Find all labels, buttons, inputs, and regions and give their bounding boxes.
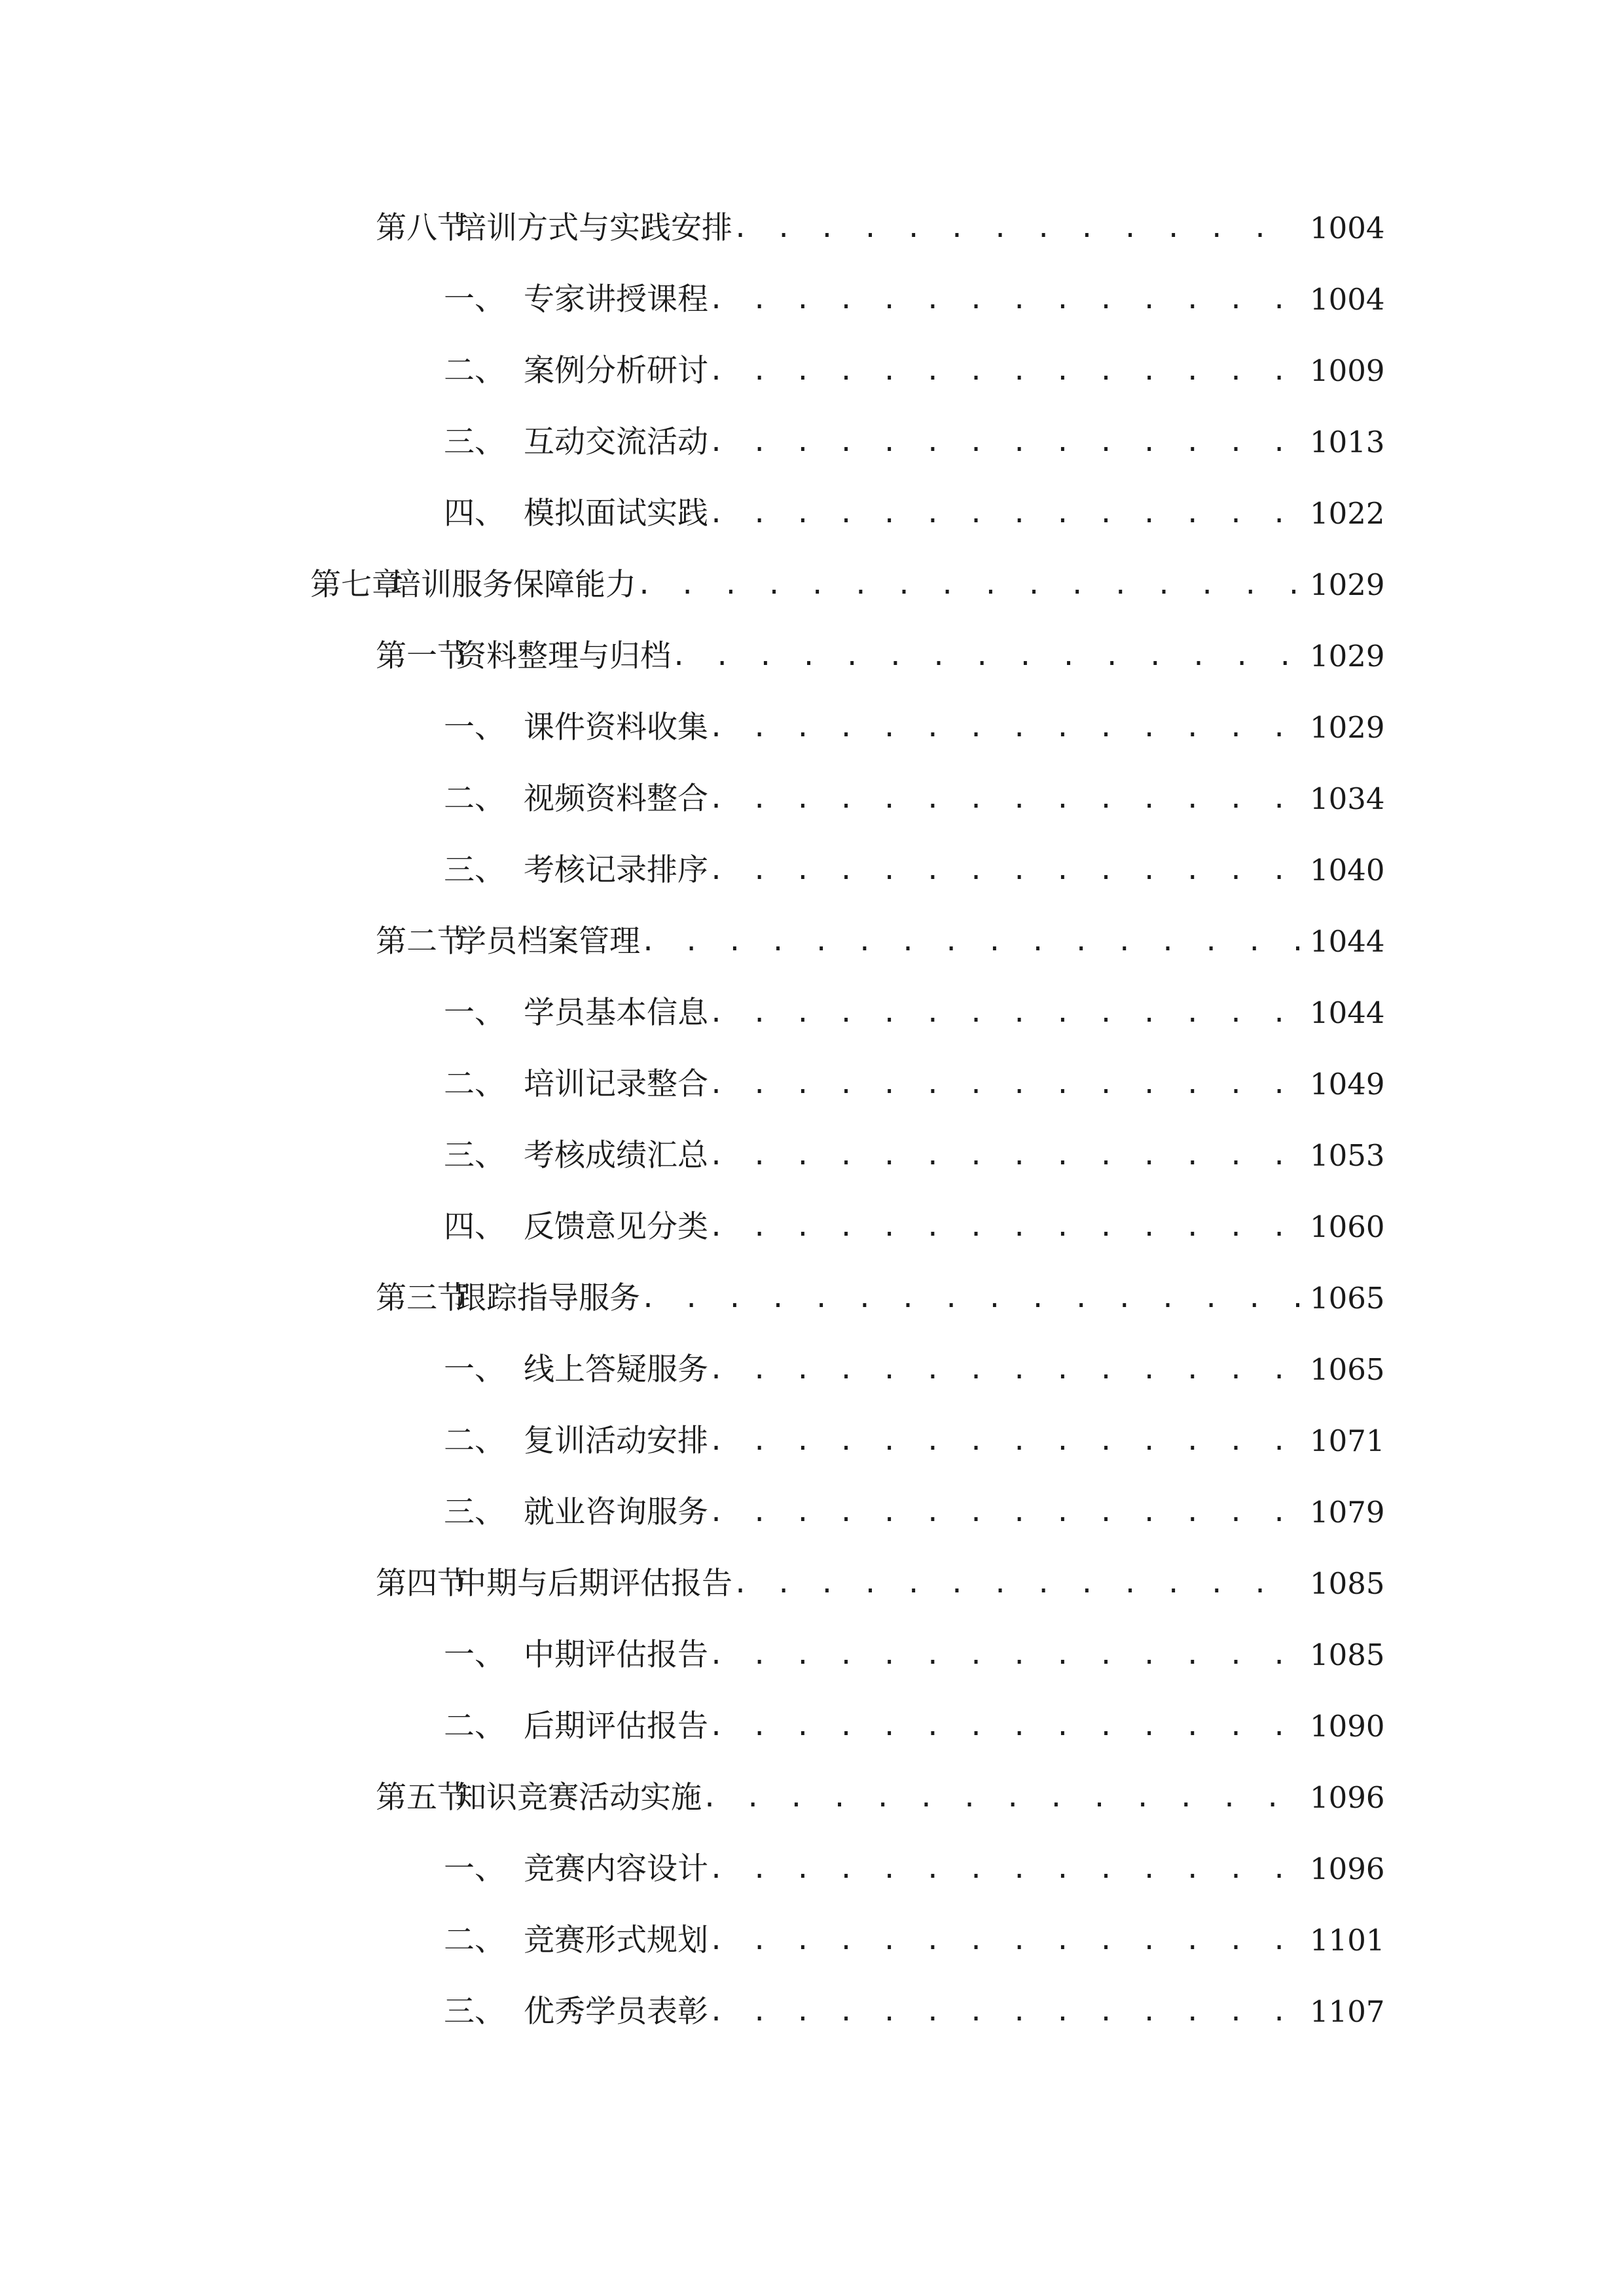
toc-page-number: 1013 (1310, 425, 1385, 459)
toc-dot-leader (640, 919, 1301, 965)
toc-entry-title: 考核记录排序 (524, 852, 708, 888)
toc-dot-leader (708, 277, 1301, 323)
toc-entry-prefix: 三、 (444, 1494, 505, 1530)
toc-entry-prefix: 第四节 (376, 1566, 468, 1602)
toc-entry-title: 优秀学员表彰 (524, 1994, 708, 2030)
toc-entry-title: 模拟面试实践 (524, 495, 708, 531)
toc-entry[interactable] (444, 1133, 1385, 1179)
toc-page-number: 1079 (1310, 1495, 1385, 1530)
toc-entry-prefix: 第五节 (376, 1780, 468, 1816)
toc-dot-leader (708, 1989, 1301, 2035)
toc-entry-title: 线上答疑服务 (524, 1352, 708, 1388)
toc-entry-title: 复训活动安排 (524, 1423, 708, 1459)
toc-dot-leader (671, 634, 1301, 679)
toc-entry-prefix: 二、 (444, 781, 505, 817)
toc-dot-leader (708, 1846, 1301, 1892)
toc-entry-title: 培训记录整合 (524, 1066, 708, 1102)
toc-entry[interactable] (444, 1490, 1385, 1535)
toc-dot-leader (708, 776, 1301, 822)
toc-dot-leader (708, 705, 1301, 751)
toc-entry[interactable] (376, 206, 1385, 251)
toc-entry[interactable] (444, 1704, 1385, 1749)
toc-entry-title: 培训服务保障能力 (390, 567, 636, 603)
toc-entry-title: 培训方式与实践安排 (456, 210, 732, 246)
toc-page-number: 1085 (1310, 1638, 1385, 1672)
toc-entry[interactable] (444, 776, 1385, 822)
toc-dot-leader (708, 1204, 1301, 1250)
toc-entry-title: 案例分析研讨 (524, 353, 708, 389)
toc-entry-prefix: 第七章 (310, 567, 403, 603)
toc-entry-title: 中期与后期评估报告 (456, 1566, 732, 1602)
toc-dot-leader (708, 420, 1301, 465)
toc-entry[interactable] (376, 1775, 1385, 1821)
toc-entry-prefix: 第八节 (376, 210, 468, 246)
toc-entry-prefix: 一、 (444, 995, 505, 1031)
toc-page-number: 1065 (1310, 1281, 1385, 1316)
toc-entry[interactable] (444, 1918, 1385, 1964)
toc-entry-title: 考核成绩汇总 (524, 1138, 708, 1174)
toc-page-number: 1029 (1310, 710, 1385, 745)
toc-dot-leader (708, 1632, 1301, 1678)
toc-entry-title: 课件资料收集 (524, 709, 708, 745)
toc-entry-title: 后期评估报告 (524, 1708, 708, 1744)
toc-page-number: 1044 (1310, 924, 1385, 959)
toc-entry-title: 竞赛内容设计 (524, 1851, 708, 1887)
toc-entry-title: 专家讲授课程 (524, 281, 708, 317)
toc-entry-title: 视频资料整合 (524, 781, 708, 817)
toc-entry-title: 学员档案管理 (456, 924, 640, 960)
toc-entry-chapter[interactable] (310, 562, 1385, 608)
toc-page-number: 1101 (1310, 1923, 1385, 1958)
toc-dot-leader (708, 1918, 1301, 1964)
toc-entry[interactable] (376, 1561, 1385, 1607)
toc-page-number: 1053 (1310, 1138, 1385, 1173)
toc-entry[interactable] (444, 491, 1385, 537)
toc-dot-leader (708, 848, 1301, 893)
toc-entry-title: 反馈意见分类 (524, 1209, 708, 1245)
toc-dot-leader (732, 1561, 1301, 1607)
toc-page-number: 1044 (1310, 996, 1385, 1030)
toc-entry-title: 中期评估报告 (524, 1637, 708, 1673)
toc-entry-prefix: 二、 (444, 1066, 505, 1102)
toc-entry[interactable] (444, 990, 1385, 1036)
toc-entry-prefix: 第二节 (376, 924, 468, 960)
toc-entry-prefix: 四、 (444, 1209, 505, 1245)
toc-entry-prefix: 一、 (444, 1637, 505, 1673)
toc-dot-leader (636, 562, 1301, 608)
toc-page-number: 1029 (1310, 567, 1385, 602)
toc-dot-leader (708, 348, 1301, 394)
toc-page-number: 1096 (1310, 1852, 1385, 1886)
toc-entry[interactable] (376, 634, 1385, 679)
toc-entry-prefix: 三、 (444, 424, 505, 460)
toc-page-number: 1085 (1310, 1566, 1385, 1601)
toc-entry-title: 互动交流活动 (524, 424, 708, 460)
toc-entry-prefix: 一、 (444, 1352, 505, 1388)
toc-entry[interactable] (444, 1204, 1385, 1250)
toc-entry-prefix: 二、 (444, 353, 505, 389)
toc-entry-title: 资料整理与归档 (456, 638, 671, 674)
toc-entry[interactable] (376, 919, 1385, 965)
toc-dot-leader (708, 1062, 1301, 1107)
toc-entry[interactable] (444, 420, 1385, 465)
toc-entry-prefix: 三、 (444, 1138, 505, 1174)
toc-entry-prefix: 二、 (444, 1708, 505, 1744)
toc-entry-prefix: 一、 (444, 281, 505, 317)
toc-entry[interactable] (444, 1846, 1385, 1892)
toc-page-number: 1034 (1310, 781, 1385, 816)
toc-entry[interactable] (444, 348, 1385, 394)
toc-entry[interactable] (444, 1418, 1385, 1464)
toc-entry-title: 就业咨询服务 (524, 1494, 708, 1530)
toc-entry[interactable] (444, 705, 1385, 751)
toc-dot-leader (708, 1490, 1301, 1535)
toc-dot-leader (708, 491, 1301, 537)
toc-entry-title: 跟踪指导服务 (456, 1280, 640, 1316)
toc-entry-title: 竞赛形式规划 (524, 1922, 708, 1958)
toc-page-number: 1004 (1310, 211, 1385, 245)
toc-page-number: 1060 (1310, 1210, 1385, 1244)
toc-page-number: 1065 (1310, 1352, 1385, 1387)
toc-dot-leader (702, 1775, 1301, 1821)
toc-dot-leader (708, 990, 1301, 1036)
toc-page-number: 1004 (1310, 282, 1385, 317)
toc-entry[interactable] (444, 848, 1385, 893)
toc-entry-prefix: 第三节 (376, 1280, 468, 1316)
toc-entry-prefix: 二、 (444, 1423, 505, 1459)
toc-page-number: 1009 (1310, 353, 1385, 388)
toc-page-number: 1040 (1310, 853, 1385, 888)
toc-entry[interactable] (444, 1347, 1385, 1393)
toc-dot-leader (708, 1133, 1301, 1179)
toc-entry-prefix: 二、 (444, 1922, 505, 1958)
toc-entry[interactable] (444, 277, 1385, 323)
toc-page-number: 1049 (1310, 1067, 1385, 1102)
toc-page-number: 1096 (1310, 1780, 1385, 1815)
toc-dot-leader (732, 206, 1301, 251)
toc-page-number: 1029 (1310, 639, 1385, 673)
toc-entry-prefix: 一、 (444, 709, 505, 745)
toc-entry-prefix: 第一节 (376, 638, 468, 674)
toc-page-number: 1090 (1310, 1709, 1385, 1744)
toc-entry-prefix: 一、 (444, 1851, 505, 1887)
toc-entry[interactable] (444, 1989, 1385, 2035)
toc-page-number: 1022 (1310, 496, 1385, 531)
toc-page-number: 1071 (1310, 1424, 1385, 1458)
toc-page-number: 1107 (1310, 1994, 1385, 2029)
toc-entry[interactable] (444, 1062, 1385, 1107)
toc-entry-title: 学员基本信息 (524, 995, 708, 1031)
toc-dot-leader (708, 1704, 1301, 1749)
toc-dot-leader (708, 1418, 1301, 1464)
toc-entry[interactable] (444, 1632, 1385, 1678)
toc-entry-prefix: 三、 (444, 1994, 505, 2030)
toc-entry-prefix: 四、 (444, 495, 505, 531)
toc-dot-leader (640, 1276, 1301, 1321)
toc-entry[interactable] (376, 1276, 1385, 1321)
toc-entry-prefix: 三、 (444, 852, 505, 888)
toc-entry-title: 知识竞赛活动实施 (456, 1780, 702, 1816)
toc-dot-leader (708, 1347, 1301, 1393)
